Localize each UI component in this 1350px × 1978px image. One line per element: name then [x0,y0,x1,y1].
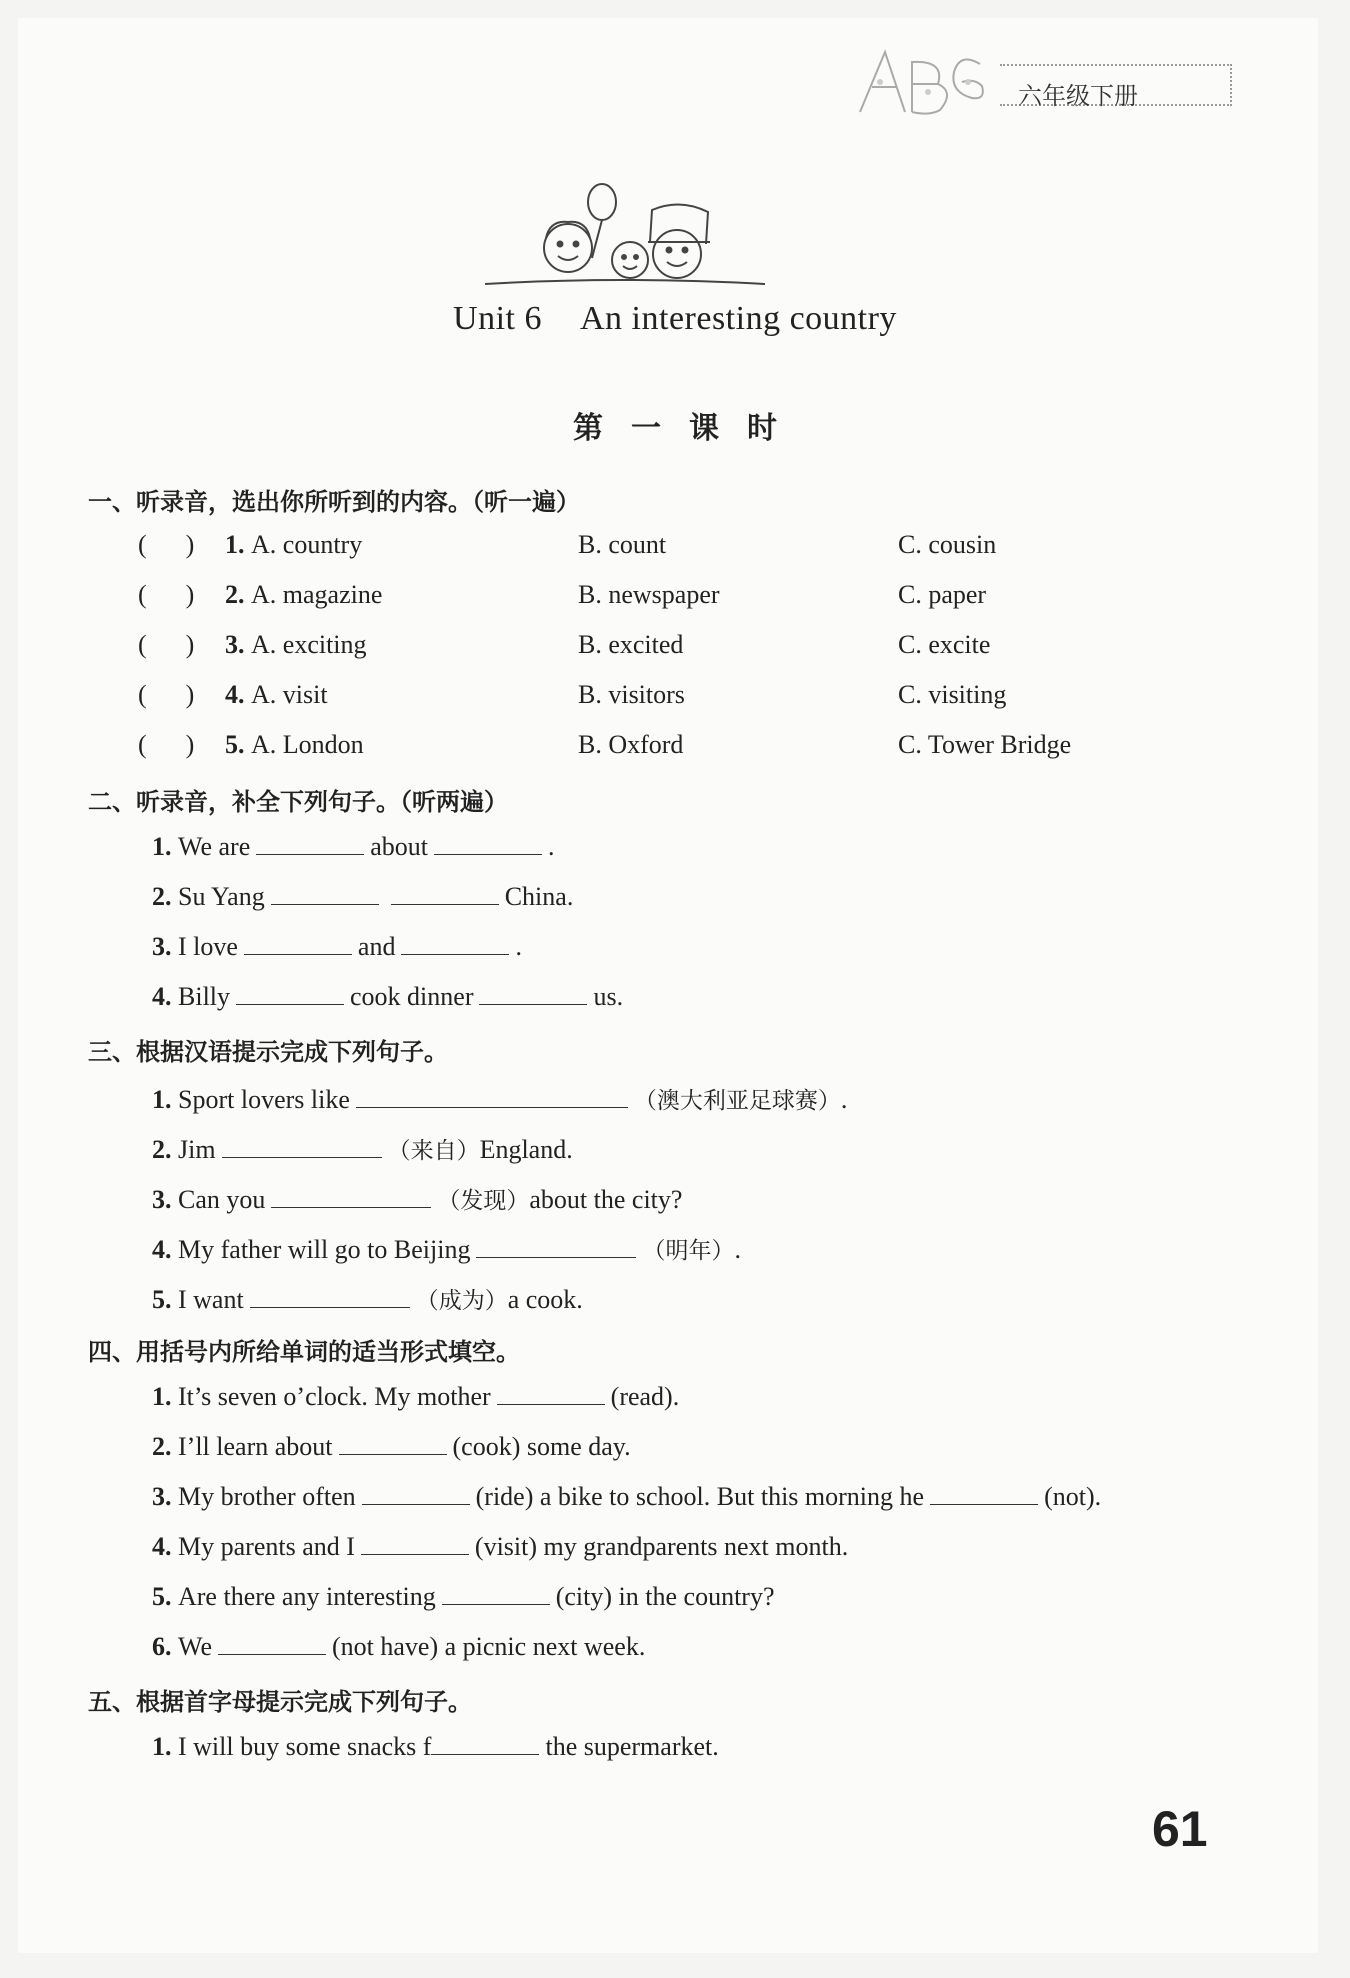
lesson-title: 第一课时 [573,411,805,446]
option-b: B. Oxford [578,730,684,759]
answer-blank[interactable] [250,1285,410,1308]
answer-blank[interactable] [222,1135,382,1158]
answer-bracket[interactable]: ( ) [138,680,195,709]
section-title: 三、根据汉语提示完成下列句子。 [88,1038,448,1066]
list-item: 3. I love and . [152,932,522,961]
option-b: B. newspaper [578,580,720,609]
list-item: 6. We (not have) a picnic next week. [152,1632,646,1661]
unit-number: Unit 6 [453,300,542,337]
answer-bracket[interactable]: ( ) [138,580,195,609]
answer-blank[interactable] [271,1185,431,1208]
answer-blank[interactable] [431,1732,539,1755]
option-c: C. Tower Bridge [898,730,1072,759]
option-a: 5. A. London [225,730,364,759]
list-item: 1. Sport lovers like （澳大利亚足球赛）. [152,1085,848,1114]
option-b: B. visitors [578,680,685,709]
list-item: 3. Can you （发现）about the city? [152,1185,683,1214]
list-item: 2. Su Yang China. [152,882,574,911]
option-a: 4. A. visit [225,680,328,709]
answer-bracket[interactable]: ( ) [138,630,195,659]
children-illustration-icon [480,180,770,292]
option-c: C. excite [898,630,991,659]
answer-blank[interactable] [339,1432,447,1455]
list-item: 1. We are about . [152,832,555,861]
option-c: C. visiting [898,680,1007,709]
option-c: C. cousin [898,530,997,559]
answer-blank[interactable] [476,1235,636,1258]
answer-blank[interactable] [391,882,499,905]
answer-blank[interactable] [356,1085,628,1108]
answer-blank[interactable] [256,832,364,855]
section-title: 四、用括号内所给单词的适当形式填空。 [88,1338,520,1366]
answer-blank[interactable] [361,1532,469,1555]
answer-blank[interactable] [479,982,587,1005]
option-a: 2. A. magazine [225,580,383,609]
list-item: 4. My parents and I (visit) my grandparents next month. [152,1532,849,1561]
answer-blank[interactable] [930,1482,1038,1505]
ab-logo-icon [850,42,1000,120]
list-item: 4. My father will go to Beijing （明年）. [152,1235,741,1264]
list-item: 1. I will buy some snacks f the supermarket. [152,1732,719,1761]
section-title: 一、听录音，选出你所听到的内容。（听一遍） [88,488,580,516]
option-c: C. paper [898,580,987,609]
answer-blank[interactable] [497,1382,605,1405]
list-item: 5. I want （成为）a cook. [152,1285,583,1314]
header [850,42,1230,122]
section-title: 二、听录音，补全下列句子。（听两遍） [88,788,508,816]
option-a: 3. A. exciting [225,630,367,659]
page-number: 61 [1152,1801,1208,1857]
answer-blank[interactable] [442,1582,550,1605]
answer-bracket[interactable]: ( ) [138,530,195,559]
answer-blank[interactable] [218,1632,326,1655]
option-b: B. count [578,530,667,559]
unit-name: An interesting country [580,300,897,337]
list-item: 5. Are there any interesting (city) in the country? [152,1582,775,1611]
option-a: 1. A. country [225,530,363,559]
answer-blank[interactable] [362,1482,470,1505]
answer-blank[interactable] [271,882,379,905]
list-item: 2. I’ll learn about (cook) some day. [152,1432,631,1461]
answer-bracket[interactable]: ( ) [138,730,195,759]
list-item: 4. Billy cook dinner us. [152,982,624,1011]
section-title: 五、根据首字母提示完成下列句子。 [88,1688,472,1716]
answer-blank[interactable] [434,832,542,855]
list-item: 2. Jim （来自）England. [152,1135,573,1164]
list-item: 3. My brother often (ride) a bike to school. But this morning he (not). [152,1482,1102,1511]
option-b: B. excited [578,630,684,659]
unit-title [0,300,1350,338]
grade-label: 六年级下册 [1018,82,1138,110]
answer-blank[interactable] [401,932,509,955]
answer-blank[interactable] [244,932,352,955]
list-item: 1. It’s seven o’clock. My mother (read). [152,1382,680,1411]
answer-blank[interactable] [236,982,344,1005]
